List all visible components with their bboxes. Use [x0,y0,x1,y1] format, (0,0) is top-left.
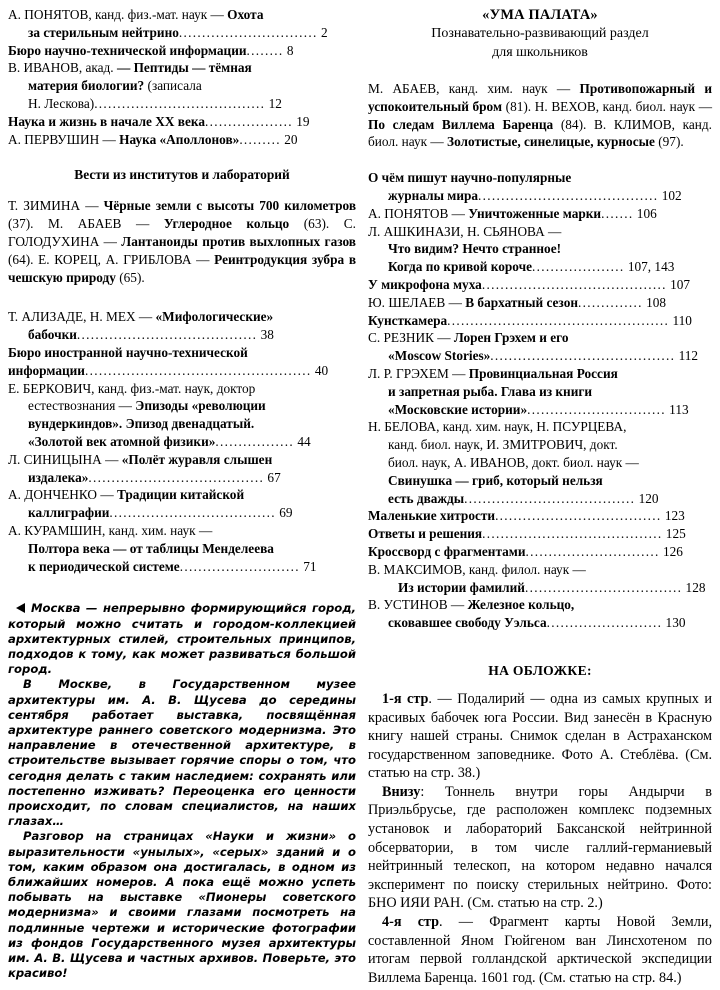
toc-page-number: 20 [280,131,298,147]
toc-title-text: Свинушка — гриб, который нельзя [388,472,603,488]
toc-entry-line [368,418,712,436]
toc-title-text: за стерильным нейтрино [28,24,179,40]
spacer [8,148,356,166]
toc-entry[interactable] [368,418,712,507]
toc-entry[interactable] [368,507,712,525]
toc-page-number: 40 [311,362,329,378]
blurb-paragraph: В Москве, в Государственном музее архитектуры им. А. В. Щусева до середины сентября работает выставка, посвящённая архитектуре раннего советского модернизма. Это направление в отечественной архитектуре, в строительстве вызывает горячие споры о том, что сегодня делать с таким наследием: сохранять или постепенно изживать? Переоценка его ценности происходит, по словам специалистов, на наших глазах… [8,677,356,829]
toc-title-text: Бюро научно-технической информации [8,42,247,58]
toc-author-text: Н. БЕЛОВА, канд. хим. наук, Н. ПСУРЦЕВА, [368,419,627,435]
toc-leader-dots: .................................. [524,579,683,595]
toc-entry[interactable] [368,294,712,312]
spacer [368,62,712,80]
left-triangle-icon [16,603,25,613]
toc-title-text: Кроссворд с фрагментами [368,543,526,559]
toc-entry-line [8,469,356,487]
toc-title-text: «Moscow Stories» [388,348,491,364]
toc-group-main [8,6,356,148]
toc-page-number: 12 [265,95,282,111]
toc-title-text: О чём пишут научно-популярные [368,170,572,186]
toc-entry[interactable] [8,451,356,487]
toc-entry-line [368,383,712,401]
toc-entry[interactable] [368,543,712,561]
toc-leader-dots: .................... [532,259,625,275]
toc-entry[interactable] [368,525,712,543]
toc-entry[interactable] [8,380,356,451]
toc-leader-dots: ................... [205,113,293,129]
toc-entry[interactable] [368,329,712,365]
toc-leader-dots: ..................................... [464,490,636,506]
toc-leader-dots: .................................... [495,508,662,524]
toc-leader-dots: ....................................... [478,187,659,203]
toc-leader-dots: .............................. [178,24,318,40]
toc-entry-line [368,276,712,294]
cover-heading: НА ОБЛОЖКЕ: [488,662,592,678]
toc-title-text: Эпизоды «революции [135,398,266,414]
toc-entry-line [368,401,712,419]
toc-entry[interactable] [8,59,356,112]
toc-entry-line [8,308,356,326]
toc-leader-dots: ................. [215,433,295,449]
spacer [368,151,712,169]
toc-entry[interactable] [8,42,356,60]
toc-entry-line [368,454,712,472]
toc-page-number: 8 [283,42,294,58]
uma-palata-title: «УМА ПАЛАТА» [482,7,598,23]
toc-entry-line [8,486,356,504]
toc-entry-line [8,77,356,95]
uma-palata-subtitle-line2: для школьников [492,44,588,60]
spacer [368,680,712,690]
toc-page-number: 107 [666,276,691,292]
toc-title-text: сковавшее свободу Уэльса [388,615,547,631]
toc-title-text: Кунсткамера [368,312,448,328]
toc-page-number: 123 [661,508,685,524]
toc-entry-line [8,113,356,131]
toc-entry-line [368,187,712,205]
toc-title-text: «Мифологические» [155,309,274,325]
toc-title-text: Наука и жизнь в начале ХХ века [8,113,205,129]
toc-page-number: 125 [662,526,686,542]
toc-entry-line [368,579,712,597]
toc-entry-line [368,205,712,223]
toc-entry-line [8,59,356,77]
toc-entry[interactable] [8,131,356,149]
toc-leader-dots: ................................................. [84,362,312,378]
toc-entry-line [8,451,356,469]
toc-author-text: С. РЕЗНИК — [368,330,454,346]
toc-title-text: вундеркиндов». Эпизод двенадцатый. [28,416,255,432]
toc-leader-dots: ............................. [525,543,660,559]
toc-title-text: Когда по кривой короче [388,259,533,275]
toc-entry-line [368,436,712,454]
toc-leader-dots: ....................................... [76,327,258,343]
toc-entry-line [368,490,712,508]
toc-title-text: Традиции китайской [116,487,245,503]
toc-entry-line [8,362,356,380]
toc-entry-line [368,312,712,330]
toc-page-number: 120 [635,490,659,506]
toc-entry[interactable] [368,223,712,276]
toc-entry-line [368,596,712,614]
toc-entry-line [368,294,712,312]
spacer [8,575,356,601]
toc-page-number: 19 [292,113,310,129]
toc-leader-dots: ....................................... [482,526,663,542]
toc-title-text: «Московские истории» [388,401,528,417]
toc-leader-dots: ........................................ [481,276,667,292]
toc-author-text: естествознания — [28,398,136,414]
toc-author-text: А. ПОНЯТОВ, канд. физ.-мат. наук — [8,7,228,22]
toc-entry-line [8,380,356,398]
toc-title-text: Из истории фамилий [398,579,525,595]
toc-page-number: 108 [642,294,667,310]
toc-title-text: к периодической системе [28,558,180,574]
toc-title-text: Охота [227,7,264,22]
toc-entry-line [8,433,356,451]
toc-entry[interactable] [368,561,712,597]
toc-entry[interactable] [368,365,712,418]
left-column [8,6,360,990]
cover-paragraph: 1-я стр. — Подалирий — одна из самых крупных и красивых бабочек юга России. Вид занесён в Красную книгу нашей страны. Снимок сделан в Астраханском государственном заповеднике. Фото А. Стеблёва. (См. статью на стр. 38.) [368,690,712,782]
toc-group-secondary [8,308,356,575]
toc-author-text: Л. СИНИЦЫНА — [8,451,122,467]
toc-title-text: Маленькие хитрости [368,508,496,524]
toc-leader-dots: ........................................ [490,348,676,364]
toc-entry-line [368,525,712,543]
right-column [360,6,712,990]
toc-page-number: 112 [675,348,699,364]
toc-entry-line [8,6,356,24]
toc-title-text: Провинциальная Россия [468,365,618,381]
toc-entry-line [368,507,712,525]
toc-entry[interactable] [368,596,712,632]
toc-leader-dots: ..................................... [94,95,266,111]
toc-title-text: Ответы и решения [368,526,483,542]
toc-entry-line [8,95,356,113]
uma-palata-note: М. АБАЕВ, канд. хим. наук — Противопожарный и успокоительный бром (81). Н. ВЕХОВ, канд. биол. наук — По следам Виллема Баренца (84). В. КЛИМОВ, канд. биол. наук — Золотистые, синелицые, курносые (97). [368,81,712,150]
blurb-paragraph: Разговор на страницах «Науки и жизни» о выразительности «унылых», «серых» зданий и о том, каким образом она достигалась, в одном из ближайших номеров. А пока ещё можно успеть побывать на выставке «Пионеры советского модернизма» и своими глазами посмотреть на подлинные чертежи и исторические фотографии из фондов Государственного музея архитектуры им. А. В. Щусева и частных архивов. Поверьте, это красиво! [8,829,356,981]
toc-entry-line [368,240,712,258]
cover-paragraph: 4-я стр. — Фрагмент карты Новой Земли, составленной Яном Гюйгеном ван Линсхотеном по итогам первой голландской арктической экспедиции Виллема Баренца. 1601 год. (См. статью на стр. 84.) [368,914,712,986]
toc-title-text: каллиграфии [28,505,110,521]
toc-entry-line [8,558,356,576]
toc-author-text: Е. БЕРКОВИЧ, канд. физ.-мат. наук, доктор [8,380,256,396]
toc-entry-line [368,258,712,276]
toc-page-number: 128 [682,579,706,595]
toc-author-text: Л. АШКИНАЗИ, Н. СЬЯНОВА — [368,223,562,239]
spacer [8,183,356,197]
editorial-blurb [8,601,356,981]
toc-author-text: В. ИВАНОВ, акад. [8,60,117,76]
toc-page-number: 2 [317,24,328,40]
toc-author-text: (записала [147,78,202,94]
toc-leader-dots: ......................... [546,615,663,631]
uma-palata-subtitle-line1: Познавательно-развивающий раздел [431,26,649,41]
toc-leader-dots: ........ [246,42,284,58]
toc-entry[interactable] [368,312,712,330]
toc-entry[interactable] [8,308,356,344]
toc-author-text: канд. биол. наук, И. ЗМИТРОВИЧ, докт. [388,437,618,453]
toc-author-text: Т. АЛИЗАДЕ, Н. МЕХ — [8,309,156,325]
toc-author-text: биол. наук, А. ИВАНОВ, докт. биол. наук — [388,454,639,470]
toc-leader-dots: .............. [578,294,643,310]
toc-leader-dots: ......... [239,131,281,147]
toc-entry-line [368,472,712,490]
toc-author-text: А. ПОНЯТОВ — [368,205,469,221]
toc-entry[interactable] [368,276,712,294]
toc-page-number: 126 [659,543,683,559]
toc-entry-line [8,131,356,149]
blurb-paragraph [8,601,356,677]
toc-title-text: У микрофона муха [368,276,482,292]
toc-title-text: Что видим? Нечто странное! [388,241,562,257]
toc-entry-line [8,540,356,558]
toc-title-text: и запретная рыба. Глава из книги [388,383,593,399]
toc-page-number: 130 [662,615,686,631]
section-heading-institutes: Вести из институтов и лабораторий [74,167,290,183]
toc-author-text: Ю. ШЕЛАЕВ — [368,294,466,310]
toc-group-uma-palata [368,169,712,632]
toc-page-number: 107, 143 [624,259,675,275]
toc-author-text: Н. Лескова) [28,95,95,111]
toc-entry-line [368,561,712,579]
toc-author-text: А. ПЕРВУШИН — [8,131,120,147]
toc-entry[interactable] [8,6,356,42]
toc-entry-line [368,223,712,241]
toc-entry-line [368,365,712,383]
toc-title-text: Железное кольцо, [467,597,575,613]
toc-page-number: 106 [633,205,657,221]
toc-title-text: издалека» [28,469,89,485]
toc-title-text: есть дважды [388,490,465,506]
toc-leader-dots: ................................................ [447,312,670,328]
toc-entry[interactable] [8,113,356,131]
toc-author-text: А. КУРАМШИН, канд. хим. наук — [8,522,213,538]
toc-page-number: 67 [264,469,281,485]
toc-page-number: 38 [257,327,274,343]
toc-title-text: Бюро иностранной научно-технической [8,344,248,360]
toc-title-text: журналы мира [388,187,479,203]
toc-entry-line [368,169,712,187]
toc-title-text: Уничтоженные марки [468,205,602,221]
toc-title-text: «Полёт журавля слышен [121,451,273,467]
spacer [368,632,712,662]
cover-description [368,690,712,988]
toc-entry-line [8,415,356,433]
toc-page-number: 71 [299,558,317,574]
toc-entry[interactable] [8,344,356,380]
toc-page-number: 110 [669,312,692,328]
toc-author-text: Л. Р. ГРЭХЕМ — [368,365,469,381]
toc-entry-line [8,504,356,522]
toc-entry-line [368,347,712,365]
toc-entry[interactable] [368,169,712,205]
toc-entry-line [368,614,712,632]
toc-page-number: 113 [665,401,689,417]
toc-entry-line [8,344,356,362]
cover-paragraph: Внизу: Тоннель внутри горы Андырчи в Приэльбрусье, где расположен комплекс подземных установок и лабораторий Баксанской нейтринной обсерватории, в том числе галлий-германиевый нейтринный телескоп, на котором недавно начался эксперимент по поиску стерильных нейтрино. Фото: БНО ИЯИ РАН. (См. статью на стр. 2.) [368,783,712,912]
toc-author-text: В. УСТИНОВ — [368,597,468,613]
toc-title-text: бабочки [28,327,77,343]
toc-title-text: Полтора века — от таблицы Менделеева [28,540,274,556]
toc-entry[interactable] [368,205,712,223]
toc-author-text: А. ДОНЧЕНКО — [8,487,117,503]
toc-entry-line [368,329,712,347]
toc-entry-line [8,42,356,60]
toc-title-text: информации [8,362,85,378]
toc-entry-line [8,326,356,344]
toc-title-text: Лорен Грэхем и его [453,330,569,346]
institutes-note: Т. ЗИМИНА — Чёрные земли с высоты 700 километров (37). М. АБАЕВ — Углеродное кольцо (63). С. ГОЛОДУХИНА — Лантаноиды против выхлопных газов (64). Е. КОРЕЦ, А. ГРИБЛОВА — Реинтродукция зубра в чешскую природу (65). [8,198,356,285]
toc-author-text: В. МАКСИМОВ, канд. филол. наук — [368,561,586,577]
toc-title-text: материя биологии? [28,78,148,94]
toc-title-text: В бархатный сезон [465,294,578,310]
toc-page-number: 44 [294,433,311,449]
toc-leader-dots: .......................... [179,558,300,574]
toc-leader-dots: .................................... [109,505,276,521]
toc-page-number: 102 [658,187,682,203]
blurb-text: Москва — непрерывно формирующийся город, который можно считать и городом-коллекцией архитектурных стилей, строительных принципов, подходов к тому, как может развиваться большой город. [8,601,356,677]
spacer [8,286,356,308]
toc-title-text: — Пептиды — тёмная [116,60,252,76]
toc-page-number: 69 [275,505,293,521]
toc-entry-line [8,397,356,415]
toc-leader-dots: ...................................... [88,469,265,485]
toc-entry[interactable] [8,486,356,522]
toc-leader-dots: .............................. [527,401,666,417]
toc-entry-line [8,522,356,540]
toc-title-text: Наука «Аполлонов» [119,131,240,147]
toc-entry[interactable] [8,522,356,575]
toc-title-text: «Золотой век атомной физики» [28,433,216,449]
toc-entry-line [8,24,356,42]
toc-entry-line [368,543,712,561]
toc-leader-dots: ....... [601,205,634,221]
